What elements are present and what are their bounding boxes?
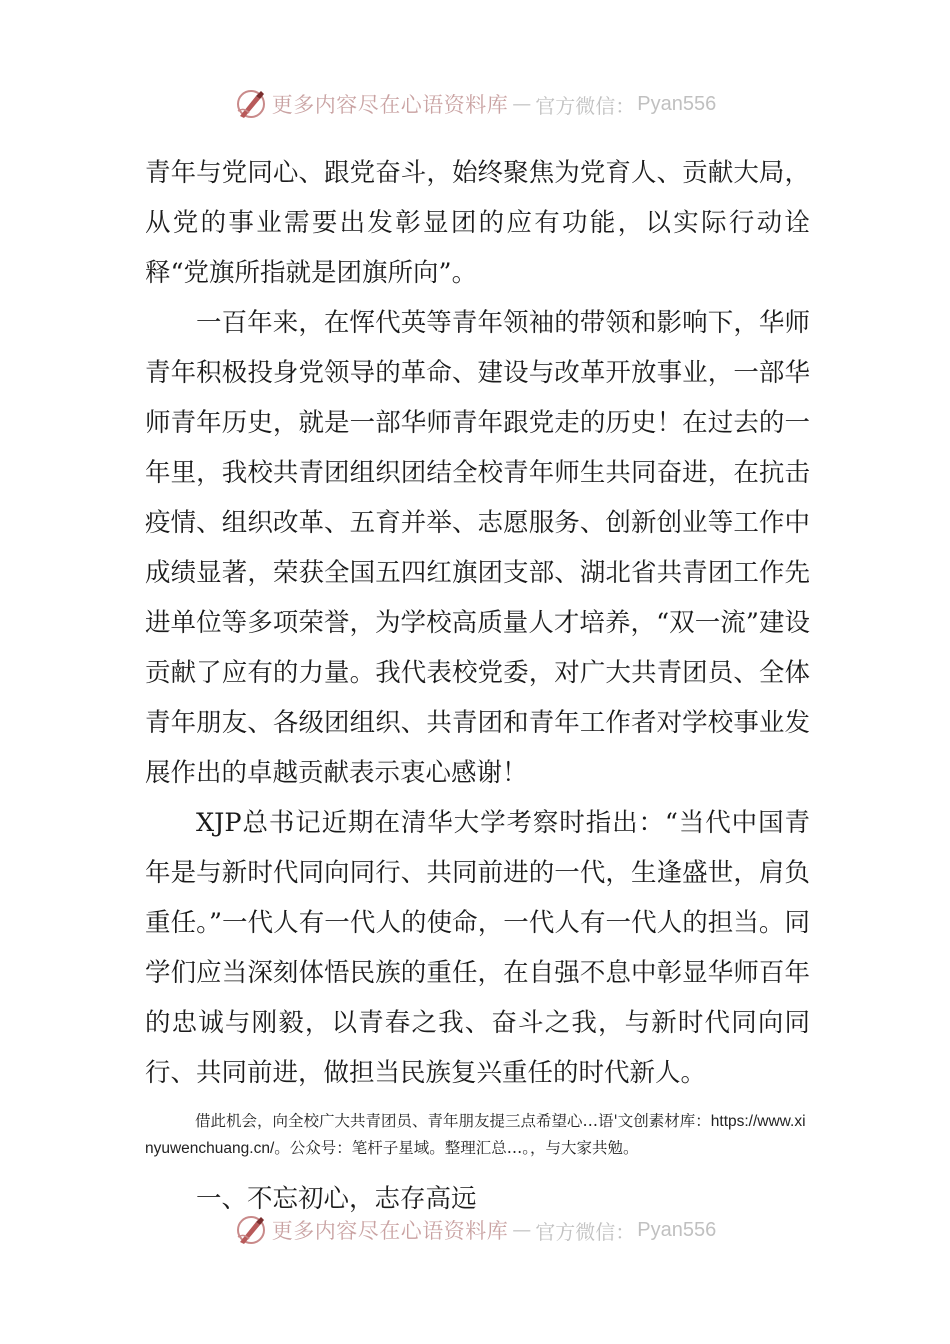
banner-separator: — [512,93,532,115]
header-banner [0,84,950,124]
banner-wechat-label: 官方微信： [535,93,636,118]
note-url: https://www.xinyuwenchuang.cn/ [145,1113,806,1157]
banner-separator: — [512,1219,532,1241]
paragraph-2: 一百年来，在恽代英等青年领袖的带领和影响下，华师青年积极投身党领导的革命、建设与改革开放事业，一部华师青年历史，就是一部华师青年跟党走的历史！在过去的一年里，我校共青团组织团结全校青年师生共同奋进，在抗击疫情、组织改革、五育并举、志愿服务、创新创业等工作中成绩显著，荣获全国五四红旗团支部、湖北省共青团工作先进单位等多项荣誉，为学校高质量人才培养，“双一流”建设贡献了应有的力量。我代表校党委，对广大共青团员、全体青年朋友、各级团组织、共青团和青年工作者对学校事业发展作出的卓越贡献表示衷心感谢！ [145,308,810,788]
footer-banner [0,1210,950,1250]
document-body [145,148,810,1224]
paragraph-1: 青年与党同心、跟党奋斗，始终聚焦为党育人、贡献大局，从党的事业需要出发彰显团的应有功能，以实际行动诠释“党旗所指就是团旗所向”。 [145,158,810,288]
banner-title: 更多内容尽在心语资料库 [271,93,509,117]
pen-logo-icon [234,87,268,121]
pen-logo-icon [234,1213,268,1247]
note-paragraph [145,1108,810,1162]
banner-title: 更多内容尽在心语资料库 [271,1219,509,1243]
banner-wechat-id: Pyan556 [637,1218,717,1241]
note-text-b: 。公众号：笔杆子星域。整理汇总…。，与大家共勉。 [274,1139,639,1157]
banner-wechat-id: Pyan556 [637,92,717,115]
note-text-a: 借此机会，向全校广大共青团员、青年朋友提三点希望心…语'文创素材库： [195,1112,711,1130]
section-heading: 一、不忘初心，志存高远 [196,1184,477,1214]
banner-wechat-label: 官方微信： [535,1219,636,1244]
paragraph-3: XJP总书记近期在清华大学考察时指出：“当代中国青年是与新时代同向同行、共同前进的一代，生逢盛世，肩负重任。”一代人有一代人的使命，一代人有一代人的担当。同学们应当深刻体悟民族的重任，在自强不息中彰显华师百年的忠诚与刚毅，以青春之我、奋斗之我，与新时代同向同行、共同前进，做担当民族复兴重任的时代新人。 [145,808,810,1088]
